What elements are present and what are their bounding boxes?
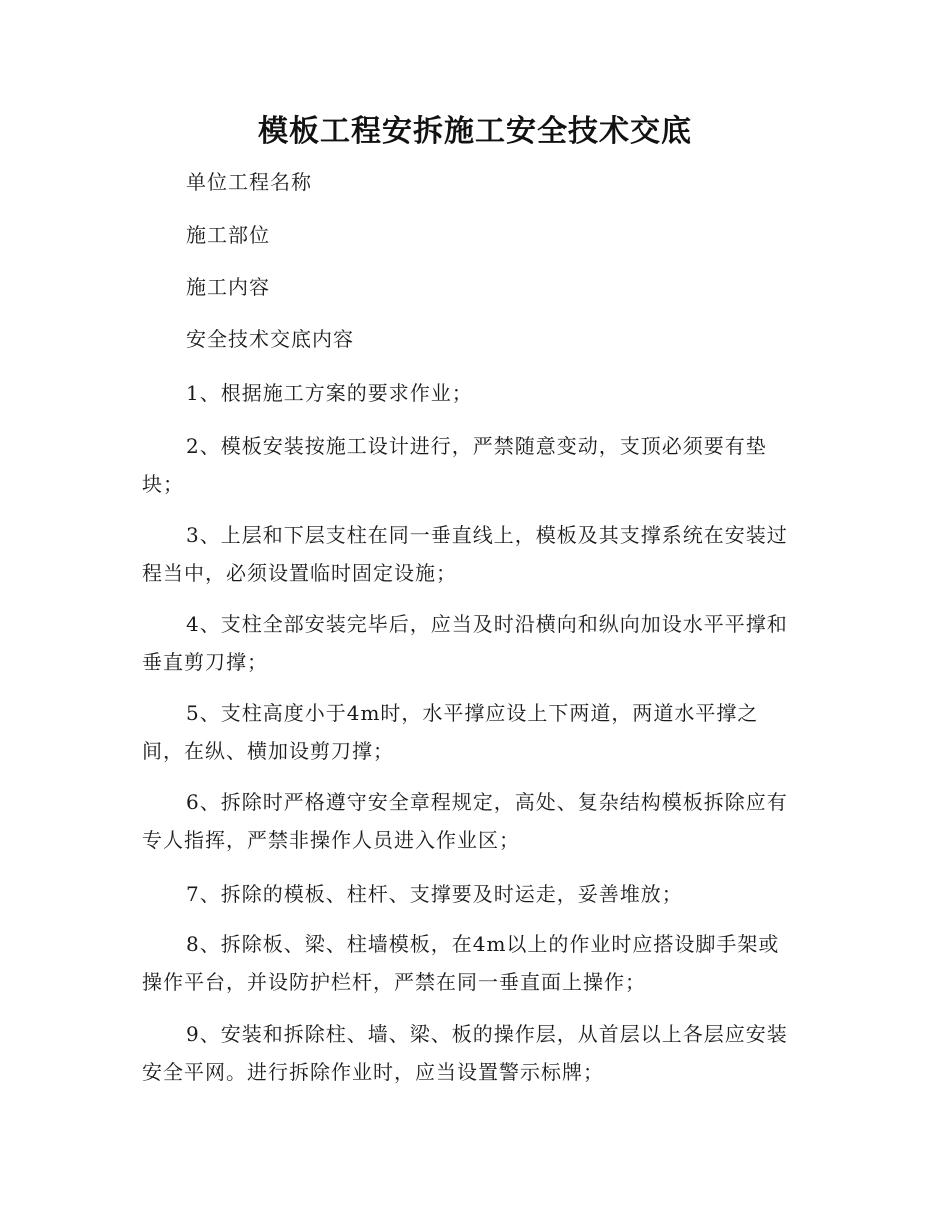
item-4-line-1: 4、支柱全部安装完毕后，应当及时沿横向和纵向加设水平平撑和 [186, 612, 788, 636]
field-project-name: 单位工程名称 [186, 170, 312, 194]
document-title: 模板工程安拆施工安全技术交底 [258, 114, 692, 149]
item-4-line-2: 垂直剪刀撑； [142, 650, 268, 674]
item-5-line-1: 5、支柱高度小于4m时，水平撑应设上下两道，两道水平撑之 [186, 701, 759, 725]
item-1-line-1: 1、根据施工方案的要求作业； [186, 381, 473, 405]
item-7-line-1: 7、拆除的模板、柱杆、支撑要及时运走，妥善堆放； [186, 882, 683, 906]
item-6-line-2: 专人指挥，严禁非操作人员进入作业区； [142, 828, 520, 852]
item-6-line-1: 6、拆除时严格遵守安全章程规定，高处、复杂结构模板拆除应有 [186, 790, 788, 814]
item-5-line-2: 间，在纵、横加设剪刀撑； [142, 739, 394, 763]
field-construction-part: 施工部位 [186, 223, 270, 247]
field-construction-content: 施工内容 [186, 275, 270, 299]
item-3-line-1: 3、上层和下层支柱在同一垂直线上，模板及其支撑系统在安装过 [186, 523, 788, 547]
item-9-line-1: 9、安装和拆除柱、墙、梁、板的操作层，从首层以上各层应安装 [186, 1022, 788, 1046]
item-3-line-2: 程当中，必须设置临时固定设施； [142, 561, 457, 585]
item-2-line-2: 块； [142, 472, 184, 496]
item-9-line-2: 安全平网。进行拆除作业时，应当设置警示标牌； [142, 1060, 604, 1084]
field-safety-briefing-content: 安全技术交底内容 [186, 327, 354, 351]
item-8-line-2: 操作平台，并设防护栏杆，严禁在同一垂直面上操作； [142, 970, 646, 994]
item-2-line-1: 2、模板安装按施工设计进行，严禁随意变动，支顶必须要有垫 [186, 434, 767, 458]
item-8-line-1: 8、拆除板、梁、柱墙模板，在4m以上的作业时应搭设脚手架或 [186, 932, 780, 956]
